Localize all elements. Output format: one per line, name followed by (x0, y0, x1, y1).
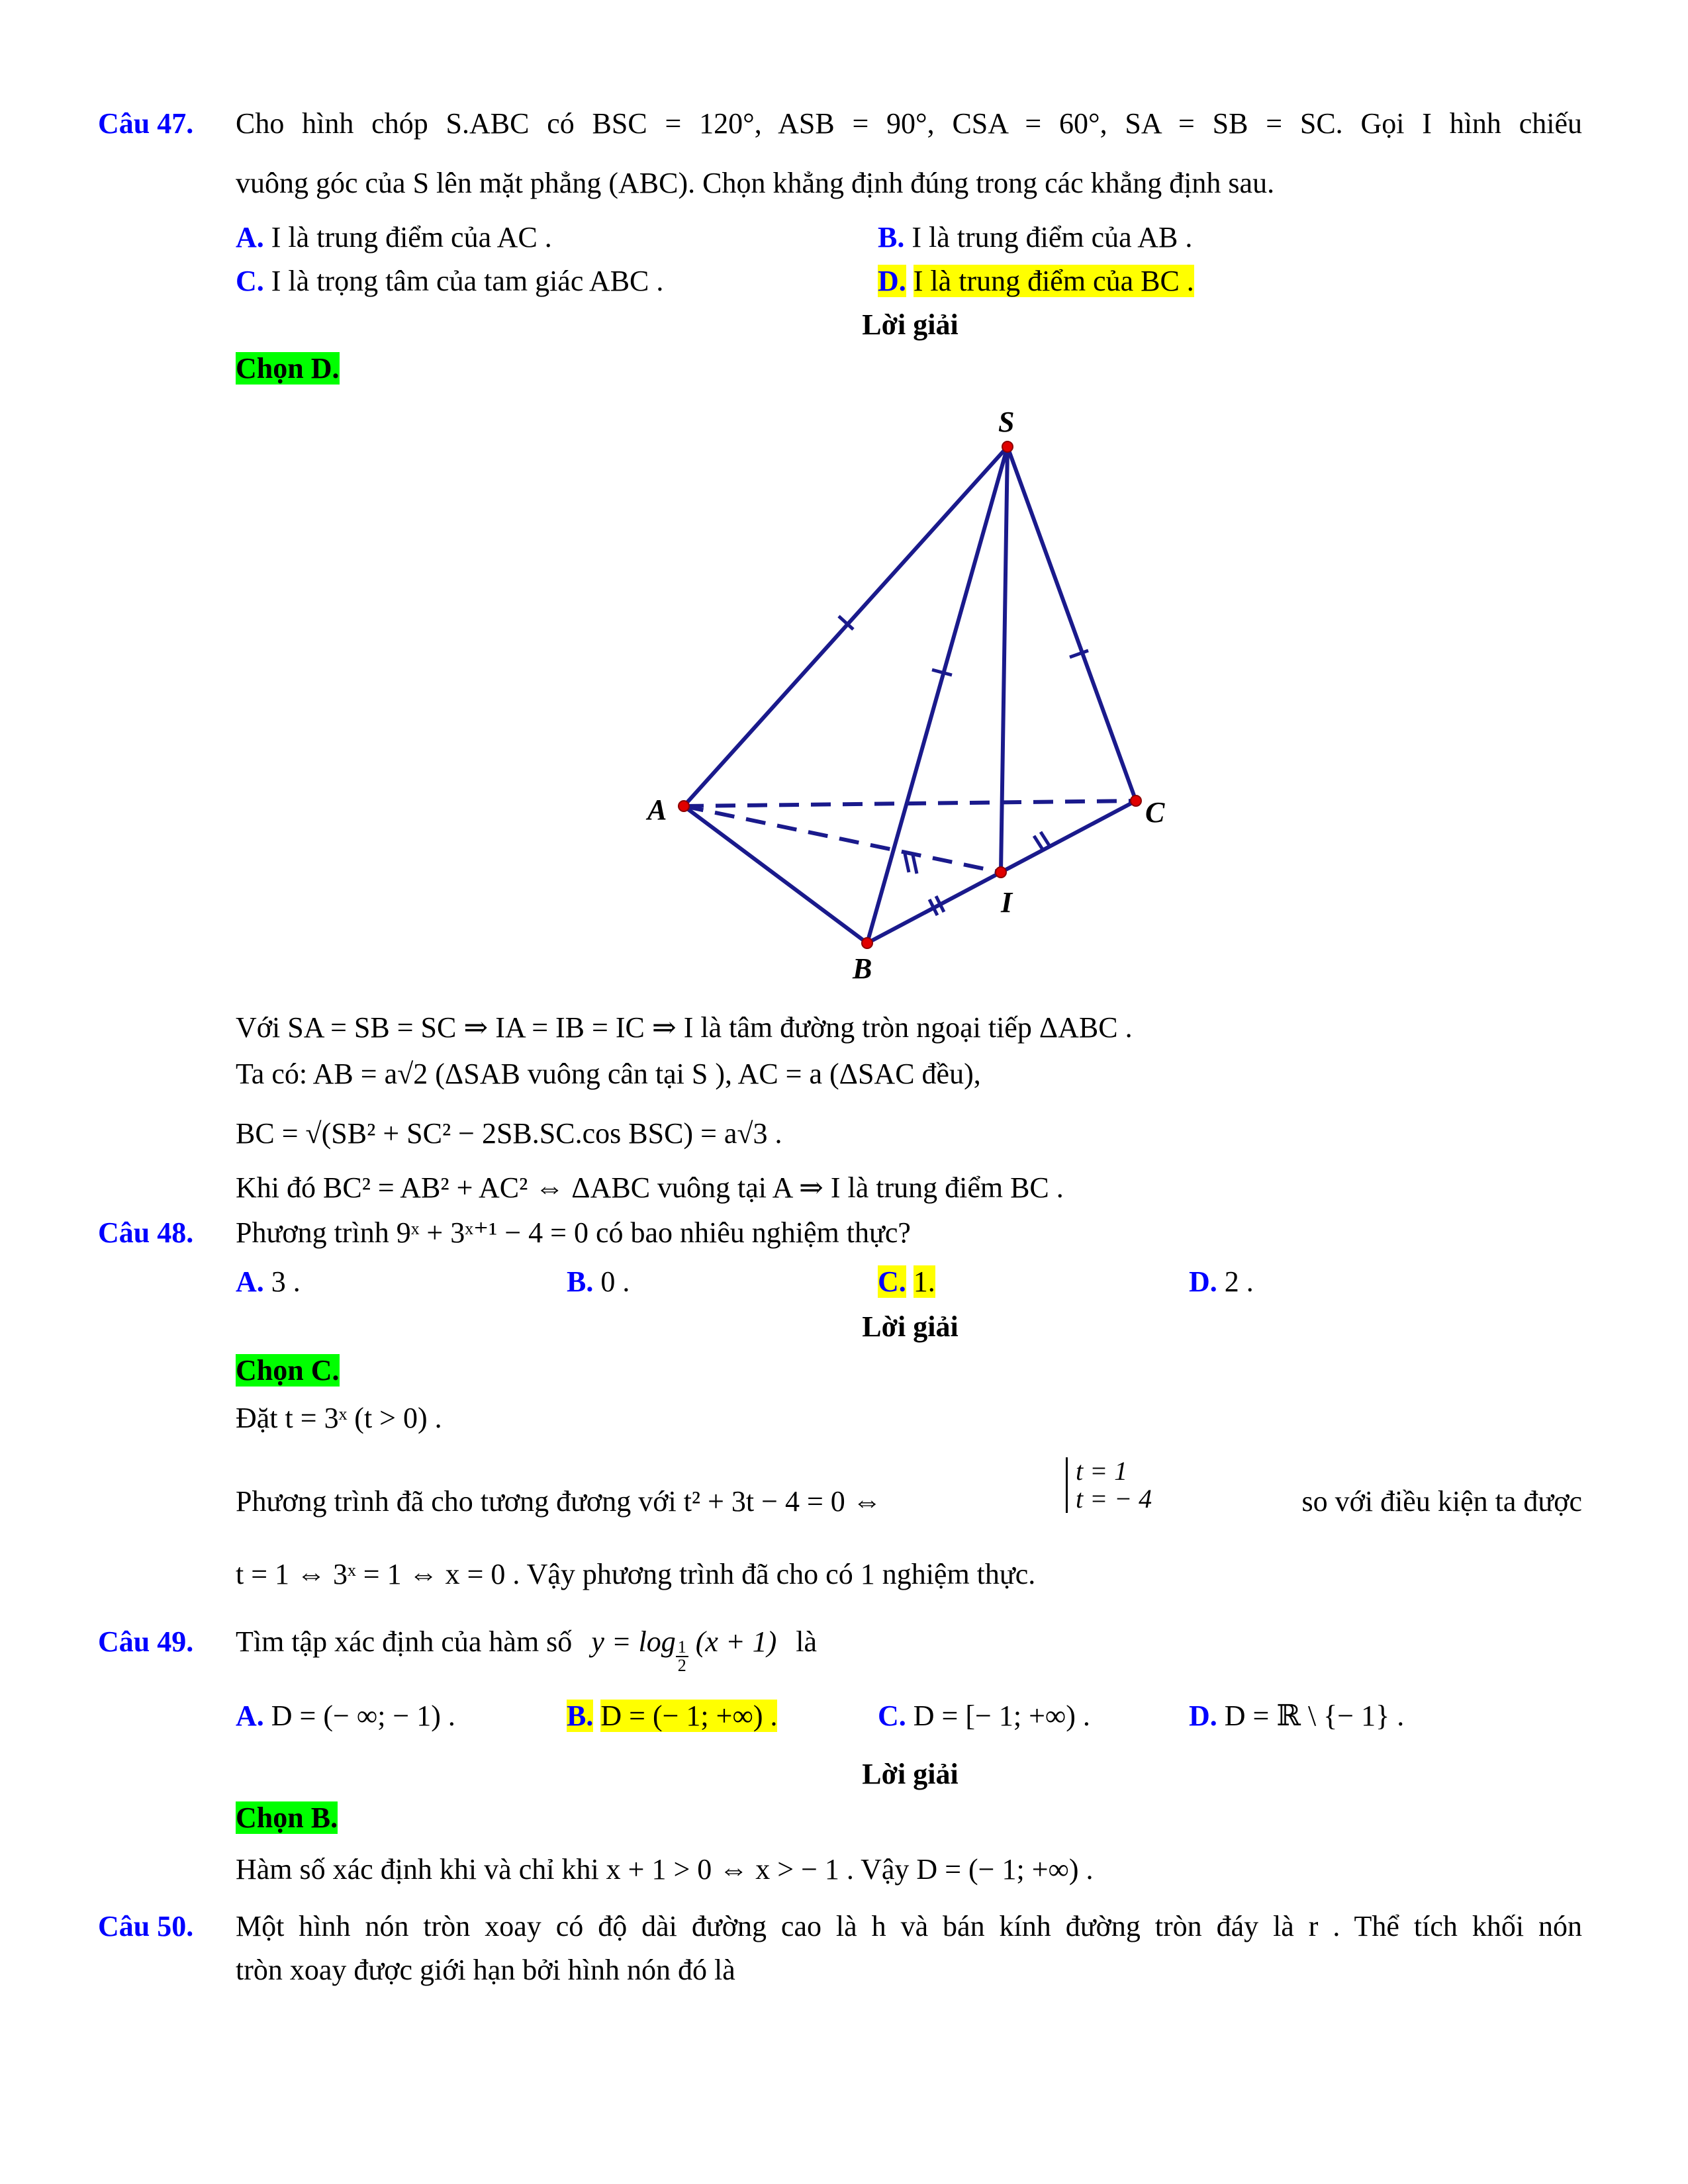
choice-label: Chọn C. (236, 1354, 340, 1387)
q48-solution-line-2-right: so với điều kiện ta được (1301, 1485, 1582, 1518)
q48-option-a[interactable] (236, 1265, 301, 1299)
question-47-line-1: Cho hình chóp S.ABC có BSC = 120°, ASB = 90°, CSA = 60°, SA = SB = SC. Gọi I hình chiếu (236, 107, 1582, 140)
case-1: t = 1 (1076, 1456, 1128, 1486)
option-label: B. (567, 1265, 594, 1298)
option-text: 1. (913, 1265, 935, 1298)
edge-si (1001, 447, 1008, 872)
q47-solution-line-1: Với SA = SB = SC ⇒ IA = IB = IC ⇒ I là tâm đường tròn ngoại tiếp ΔABC . (236, 1011, 1133, 1044)
q49-option-a[interactable] (236, 1700, 455, 1733)
q48-option-d[interactable] (1189, 1265, 1254, 1299)
option-text: D = ℝ \ {− 1} . (1224, 1700, 1405, 1732)
point-c (1131, 796, 1141, 806)
point-b (862, 938, 872, 948)
choice-label: Chọn B. (236, 1801, 338, 1834)
q47-solution-line-2: Ta có: AB = a√2 (ΔSAB vuông cân tại S ), AC = a (ΔSAC đều), (236, 1058, 981, 1090)
log-base-denominator: 2 (677, 1656, 686, 1675)
q49-option-b[interactable] (567, 1700, 777, 1733)
label-c: C (1145, 796, 1165, 829)
option-label: B. (878, 221, 905, 253)
option-text: I là trọng tâm của tam giác ABC . (271, 265, 664, 297)
q48-option-c[interactable] (878, 1265, 935, 1299)
option-text: 3 . (271, 1265, 301, 1298)
q47-option-c[interactable] (236, 265, 663, 298)
option-text: I là trung điểm của BC . (913, 265, 1194, 297)
label-i: I (1001, 886, 1013, 919)
tick-ai-1 (905, 854, 909, 872)
edge-sc (1008, 447, 1136, 801)
edge-sa (684, 447, 1008, 806)
option-label: A. (236, 1265, 264, 1298)
edge-sb (867, 447, 1008, 943)
q49-argument: (x + 1) (695, 1625, 777, 1658)
q49-text-post: là (796, 1625, 818, 1658)
label-a: A (647, 794, 667, 826)
option-text: D = [− 1; +∞) . (913, 1700, 1090, 1732)
label-b: B (853, 952, 872, 985)
option-label: A. (236, 221, 264, 253)
q49-option-d[interactable] (1189, 1700, 1404, 1733)
edge-ab (684, 806, 867, 943)
question-number-49: Câu 49. (98, 1625, 194, 1658)
q48-solution-line-3: t = 1 ⇔ 3ˣ = 1 ⇔ x = 0 . Vậy phương trình đã cho có 1 nghiệm thực. (236, 1558, 1036, 1590)
case-2: t = − 4 (1076, 1484, 1152, 1514)
solution-heading-47: Lời giải (862, 308, 959, 341)
option-label: C. (236, 265, 264, 297)
option-label: A. (236, 1700, 264, 1732)
point-a (679, 801, 689, 811)
chosen-answer-48 (236, 1354, 340, 1388)
point-s (1002, 441, 1013, 452)
question-number-47: Câu 47. (98, 107, 194, 140)
log-base-numerator: 1 (676, 1639, 688, 1657)
option-label: D. (1189, 1700, 1217, 1732)
q47-option-b[interactable] (878, 221, 1192, 255)
q47-option-a[interactable] (236, 221, 552, 255)
option-label: C. (878, 1700, 906, 1732)
option-label: D. (1189, 1265, 1217, 1298)
chosen-answer-47 (236, 352, 340, 386)
tick-ai-2 (913, 855, 917, 874)
question-49-text (236, 1625, 817, 1674)
q47-solution-line-3: BC = √(SB² + SC² − 2SB.SC.cos BSC) = a√3 . (236, 1117, 782, 1150)
option-text: D = (− 1; +∞) . (600, 1700, 778, 1732)
question-48-text: Phương trình 9ˣ + 3ˣ⁺¹ − 4 = 0 có bao nhiêu nghiệm thực? (236, 1216, 911, 1249)
option-text: 0 . (600, 1265, 630, 1298)
option-label: D. (878, 265, 906, 297)
option-text: I là trung điểm của AC . (271, 221, 552, 253)
q49-solution-line-1: Hàm số xác định khi và chỉ khi x + 1 > 0 ⇔ x > − 1 . Vậy D = (− 1; +∞) . (236, 1853, 1094, 1886)
question-number-50: Câu 50. (98, 1910, 194, 1942)
q49-option-c[interactable] (878, 1700, 1090, 1733)
q48-solution-line-1: Đặt t = 3ˣ (t > 0) . (236, 1402, 442, 1434)
q49-log-base (676, 1639, 688, 1674)
option-text: 2 . (1224, 1265, 1254, 1298)
option-label: B. (567, 1700, 594, 1732)
q48-solution-line-2-left: Phương trình đã cho tương đương với t² + 3t − 4 = 0 ⇔ (236, 1485, 882, 1518)
q49-text-pre: Tìm tập xác định của hàm số (236, 1625, 573, 1658)
tick-ic-1 (1034, 836, 1043, 850)
tick-ic-2 (1041, 832, 1050, 846)
q49-function: y = log (591, 1625, 676, 1658)
option-label: C. (878, 1265, 906, 1298)
q47-solution-line-4: Khi đó BC² = AB² + AC² ⇔ ΔABC vuông tại A ⇒ I là trung điểm BC . (236, 1171, 1064, 1204)
question-47-line-2: vuông góc của S lên mặt phẳng (ABC). Chọn khẳng định đúng trong các khẳng định sau. (236, 167, 1275, 199)
chosen-answer-49 (236, 1801, 338, 1835)
option-text: I là trung điểm của AB . (912, 221, 1193, 253)
question-50-line-1: Một hình nón tròn xoay có độ dài đường cao là h và bán kính đường tròn đáy là r . Thể tích khối nón (236, 1910, 1582, 1942)
solution-heading-48: Lời giải (862, 1310, 959, 1343)
choice-label: Chọn D. (236, 352, 340, 385)
label-s: S (998, 406, 1015, 438)
q48-case-system (1066, 1457, 1152, 1513)
question-number-48: Câu 48. (98, 1216, 194, 1249)
option-text: D = (− ∞; − 1) . (271, 1700, 455, 1732)
question-50-line-2: tròn xoay được giới hạn bởi hình nón đó là (236, 1954, 735, 1986)
q48-option-b[interactable] (567, 1265, 630, 1299)
point-i (996, 867, 1006, 878)
pyramid-figure (596, 390, 1192, 999)
q47-option-d[interactable] (878, 265, 1194, 298)
solution-heading-49: Lời giải (862, 1758, 959, 1790)
edge-ac-hidden (684, 801, 1136, 806)
